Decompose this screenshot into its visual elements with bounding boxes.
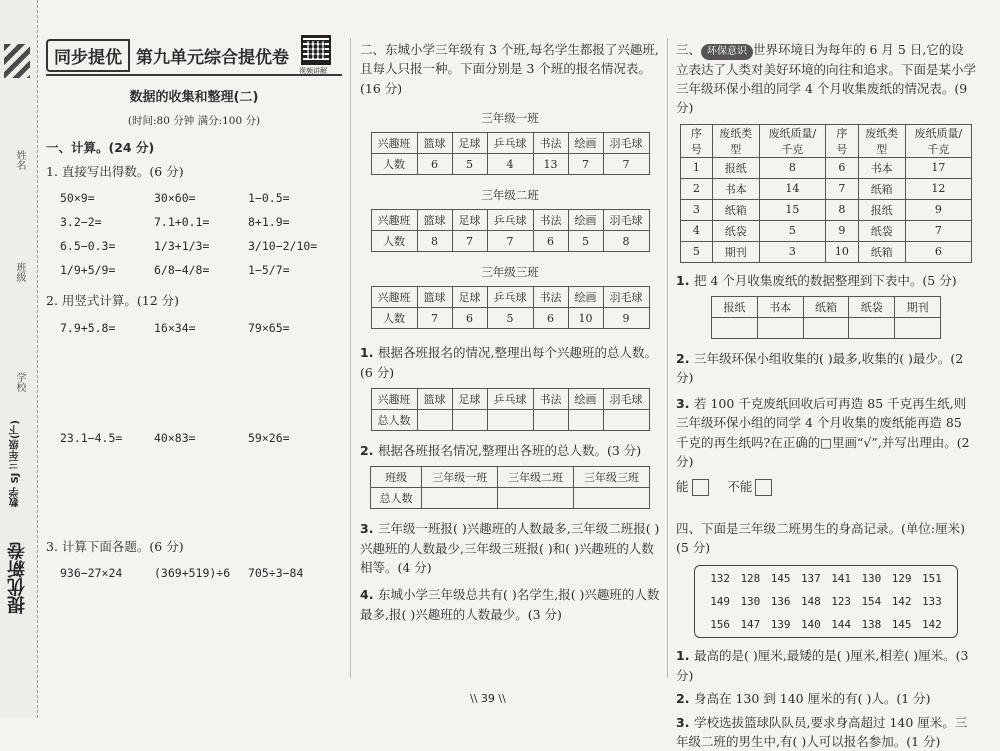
exam-meta: (时间:80 分钟 满分:100 分) <box>46 113 342 128</box>
table-cell: 9 <box>826 220 859 241</box>
question-label: 1. 直接写出得数。(6 分) <box>46 162 342 181</box>
calc-row <box>46 263 342 277</box>
calc-item: (369+519)÷6 <box>154 566 248 580</box>
column-header: 书法 <box>533 210 568 231</box>
table-cell: 纸箱 <box>858 241 905 262</box>
table-row <box>681 178 972 199</box>
section-intro: 四、下面是三年级二班男生的身高记录。(单位:厘米)(5 分) <box>676 519 976 558</box>
column-header: 绘画 <box>568 210 603 231</box>
brand-logo: 提优新卷 <box>4 478 32 678</box>
calc-item: 50×9= <box>60 191 154 205</box>
calc-item: 1/9+5/9= <box>60 263 154 277</box>
table-caption: 三年级一班 <box>360 110 660 126</box>
qr-block[interactable] <box>295 35 331 76</box>
calc-item: 1−5/7= <box>248 263 342 277</box>
question-label: 2. 根据各班报名情况,整理出各班的总人数。(3 分) <box>360 441 660 460</box>
row-label: 总人数 <box>371 409 417 430</box>
calc-item: 7.9+5.8= <box>60 321 154 421</box>
table-caption: 三年级三班 <box>360 264 660 280</box>
column-header: 兴趣班 <box>371 287 417 308</box>
column-header: 兴趣班 <box>371 133 417 154</box>
table-cell: 7 <box>452 231 487 252</box>
question-label: 2. 用竖式计算。(12 分) <box>46 291 342 310</box>
row-label: 人数 <box>371 154 417 175</box>
table-cell: 8 <box>826 199 859 220</box>
height-value: 151 <box>917 572 947 585</box>
table-cell: 10 <box>568 308 603 329</box>
calc-item: 1/3+1/3= <box>154 239 248 253</box>
calc-item: 30×60= <box>154 191 248 205</box>
total-by-class-table: 班级 三年级一班 三年级二班 三年级三班 总人数 <box>370 466 650 509</box>
eco-badge: 环保意识 <box>701 44 753 60</box>
column-header: 书本 <box>757 297 803 318</box>
table-cell: 14 <box>759 178 825 199</box>
question-label: 3. 三年级一班报( )兴趣班的人数最多,三年级二班报( )兴趣班的人数最少,三年级三班报( )和( )兴趣班的人数相等。(4 分) <box>360 519 660 577</box>
height-records <box>694 565 958 638</box>
calc-row <box>46 431 342 531</box>
row-label: 人数 <box>371 231 417 252</box>
height-value: 142 <box>917 618 947 631</box>
column-header: 废纸类型 <box>712 124 759 157</box>
table-row <box>681 157 972 178</box>
height-value: 148 <box>796 595 826 608</box>
calc-item: 6/8−4/8= <box>154 263 248 277</box>
height-value: 129 <box>887 572 917 585</box>
height-value: 138 <box>856 618 886 631</box>
column-header: 乒乓球 <box>487 287 533 308</box>
column-header: 报纸 <box>712 297 758 318</box>
height-value: 156 <box>705 618 735 631</box>
column-header: 绘画 <box>568 133 603 154</box>
table-cell: 10 <box>826 241 859 262</box>
column-header: 废纸质量/千克 <box>905 124 971 157</box>
table-row <box>681 241 972 262</box>
table-cell: 7 <box>568 154 603 175</box>
class-signup-table <box>371 286 650 329</box>
calc-item: 23.1−4.5= <box>60 431 154 531</box>
question-label: 1. 把 4 个月收集废纸的数据整理到下表中。(5 分) <box>676 271 976 290</box>
table-cell: 17 <box>905 157 971 178</box>
column-header: 书法 <box>533 287 568 308</box>
column-divider <box>350 38 351 678</box>
table-cell: 3 <box>681 199 713 220</box>
column-header: 足球 <box>452 210 487 231</box>
height-value: 140 <box>796 618 826 631</box>
column-left <box>46 36 342 580</box>
header-tag: 同步提优 <box>46 39 130 72</box>
height-value: 139 <box>766 618 796 631</box>
class-tables <box>360 110 660 329</box>
question-label: 4. 东城小学三年级总共有( )名学生,报( )兴趣班的人数最多,报( )兴趣班的人数最少。(3 分) <box>360 585 660 624</box>
column-header: 足球 <box>452 287 487 308</box>
table-cell: 4 <box>681 220 713 241</box>
height-value: 130 <box>856 572 886 585</box>
name-label: 姓名 <box>12 150 27 170</box>
question-label: 3. 计算下面各题。(6 分) <box>46 537 342 556</box>
question-label: 2. 身高在 130 到 140 厘米的有( )人。(1 分) <box>676 689 976 708</box>
table-caption: 三年级二班 <box>360 187 660 203</box>
calc-item: 3/10−2/10= <box>248 239 342 253</box>
calc-item: 6.5−0.3= <box>60 239 154 253</box>
column-header: 足球 <box>452 388 487 409</box>
question-label: 1. 根据各班报名的情况,整理出每个兴趣班的总人数。(6 分) <box>360 343 660 382</box>
height-value: 132 <box>705 572 735 585</box>
height-value: 142 <box>887 595 917 608</box>
table-cell: 5 <box>452 154 487 175</box>
row-label: 人数 <box>371 308 417 329</box>
column-header: 羽毛球 <box>603 287 649 308</box>
table-row <box>681 199 972 220</box>
calc-row <box>46 566 342 580</box>
binding-spine <box>0 0 38 718</box>
column-header: 篮球 <box>417 287 452 308</box>
cannot-checkbox[interactable] <box>755 479 772 496</box>
calc-row <box>46 321 342 421</box>
calc-item: 40×83= <box>154 431 248 531</box>
calc-item: 936−27×24 <box>60 566 154 580</box>
height-value: 147 <box>735 618 765 631</box>
column-header: 篮球 <box>417 388 452 409</box>
table-cell: 纸袋 <box>858 220 905 241</box>
class-signup-table <box>371 132 650 175</box>
exam-subtitle: 数据的收集和整理(二) <box>46 86 342 105</box>
table-cell: 12 <box>905 178 971 199</box>
table-cell: 5 <box>568 231 603 252</box>
height-value: 137 <box>796 572 826 585</box>
table-cell: 报纸 <box>712 157 759 178</box>
column-header: 废纸类型 <box>858 124 905 157</box>
column-right <box>676 36 976 751</box>
question-label: 2. 三年级环保小组收集的( )最多,收集的( )最少。(2 分) <box>676 349 976 388</box>
school-label: 学校 <box>12 372 27 392</box>
column-header: 足球 <box>452 133 487 154</box>
height-value: 136 <box>766 595 796 608</box>
table-cell: 7 <box>417 308 452 329</box>
qr-caption: 视频讲解 <box>295 66 331 76</box>
column-header: 乒乓球 <box>487 210 533 231</box>
table-cell: 7 <box>826 178 859 199</box>
table-cell: 6 <box>905 241 971 262</box>
column-header: 绘画 <box>568 287 603 308</box>
column-header: 期刊 <box>895 297 941 318</box>
table-cell: 5 <box>759 220 825 241</box>
table-row <box>681 220 972 241</box>
height-value: 133 <box>917 595 947 608</box>
calc-item: 79×65= <box>248 321 342 421</box>
column-header: 篮球 <box>417 133 452 154</box>
calc-item: 7.1+0.1= <box>154 215 248 229</box>
calc-row <box>46 239 342 253</box>
table-cell: 1 <box>681 157 713 178</box>
column-divider <box>667 38 668 678</box>
height-value: 128 <box>735 572 765 585</box>
page-number: \\ 39 \\ <box>470 692 506 705</box>
question-label: 3. 学校选拔篮球队队员,要求身高超过 140 厘米。三年级二班的男生中,有( )人可以报名参加。(1 分) <box>676 713 976 751</box>
question-label: 1. 最高的是( )厘米,最矮的是( )厘米,相差( )厘米。(3 分) <box>676 646 976 685</box>
height-value: 145 <box>887 618 917 631</box>
class-label: 班级 <box>12 262 27 282</box>
table-cell: 8 <box>417 231 452 252</box>
table-cell: 书本 <box>858 157 905 178</box>
calc-item: 16×34= <box>154 321 248 421</box>
table-cell: 15 <box>759 199 825 220</box>
calc-item: 8+1.9= <box>248 215 342 229</box>
table-cell: 2 <box>681 178 713 199</box>
stripe-decoration <box>4 44 30 78</box>
table-cell: 6 <box>452 308 487 329</box>
section-intro: 三、 环保意识 世界环境日为每年的 6 月 5 日,它的设立表达了人类对美好环境的向往和追求。下面是某小学三年级环保小组的同学 4 个月收集废纸的情况表。(9 分) <box>676 40 976 118</box>
column-header: 羽毛球 <box>603 388 649 409</box>
column-header: 羽毛球 <box>603 210 649 231</box>
table-cell: 13 <box>533 154 568 175</box>
height-value: 123 <box>826 595 856 608</box>
table-cell: 纸箱 <box>712 199 759 220</box>
column-header: 纸袋 <box>849 297 895 318</box>
column-header: 兴趣班 <box>371 210 417 231</box>
calc-row <box>46 215 342 229</box>
column-header: 序号 <box>681 124 713 157</box>
page-header <box>46 36 342 76</box>
table-cell: 5 <box>487 308 533 329</box>
column-header: 兴趣班 <box>371 388 417 409</box>
section-title: 一、计算。(24 分) <box>46 138 342 156</box>
column-header: 乒乓球 <box>487 133 533 154</box>
column-header: 篮球 <box>417 210 452 231</box>
column-header: 乒乓球 <box>487 388 533 409</box>
calc-item: 705÷3−84 <box>248 566 342 580</box>
table-cell: 3 <box>759 241 825 262</box>
table-cell: 7 <box>905 220 971 241</box>
class-signup-table <box>371 209 650 252</box>
table-cell: 6 <box>533 308 568 329</box>
table-cell: 9 <box>905 199 971 220</box>
height-value: 130 <box>735 595 765 608</box>
height-value: 144 <box>826 618 856 631</box>
question-label: 3. 若 100 千克废纸回收后可再造 85 千克再生纸,则三年级环保小组的同学 4 个月收集的废纸能再造 85 千克的再生纸吗?在正确的□里画“√”,并写出理由。(2 分) <box>676 394 976 472</box>
column-header: 废纸质量/千克 <box>759 124 825 157</box>
calc-item: 1−0.5= <box>248 191 342 205</box>
choice-row: 能 不能 <box>676 477 976 496</box>
table-cell: 书本 <box>712 178 759 199</box>
column-header: 序号 <box>826 124 859 157</box>
height-value: 149 <box>705 595 735 608</box>
page-title: 第九单元综合提优卷 <box>130 41 295 70</box>
can-checkbox[interactable] <box>692 479 709 496</box>
table-cell: 4 <box>487 154 533 175</box>
column-header: 书法 <box>533 388 568 409</box>
calc-item: 59×26= <box>248 431 342 531</box>
total-by-interest-table <box>371 388 650 431</box>
table-cell: 6 <box>417 154 452 175</box>
table-cell: 8 <box>759 157 825 178</box>
calc-row <box>46 191 342 205</box>
table-cell: 7 <box>603 154 649 175</box>
column-header: 绘画 <box>568 388 603 409</box>
table-cell: 纸袋 <box>712 220 759 241</box>
column-middle <box>360 36 660 624</box>
table-cell: 7 <box>487 231 533 252</box>
waste-paper-table <box>680 124 972 263</box>
table-cell: 报纸 <box>858 199 905 220</box>
height-value: 141 <box>826 572 856 585</box>
height-value: 145 <box>766 572 796 585</box>
table-cell: 8 <box>603 231 649 252</box>
section-intro: 二、东城小学三年级有 3 个班,每名学生都报了兴趣班,且每人只报一种。下面分别是 3 个班的报名情况表。(16 分) <box>360 40 660 98</box>
table-cell: 6 <box>826 157 859 178</box>
qr-code-icon[interactable] <box>301 35 331 65</box>
table-cell: 期刊 <box>712 241 759 262</box>
table-cell: 6 <box>533 231 568 252</box>
column-header: 纸箱 <box>803 297 849 318</box>
height-value: 154 <box>856 595 886 608</box>
column-header: 羽毛球 <box>603 133 649 154</box>
table-cell: 纸箱 <box>858 178 905 199</box>
waste-summary-table <box>711 296 941 339</box>
table-cell: 9 <box>603 308 649 329</box>
subject-label: 数学 SJ 三年级(下) <box>8 420 23 507</box>
calc-item: 3.2−2= <box>60 215 154 229</box>
column-header: 书法 <box>533 133 568 154</box>
table-cell: 5 <box>681 241 713 262</box>
